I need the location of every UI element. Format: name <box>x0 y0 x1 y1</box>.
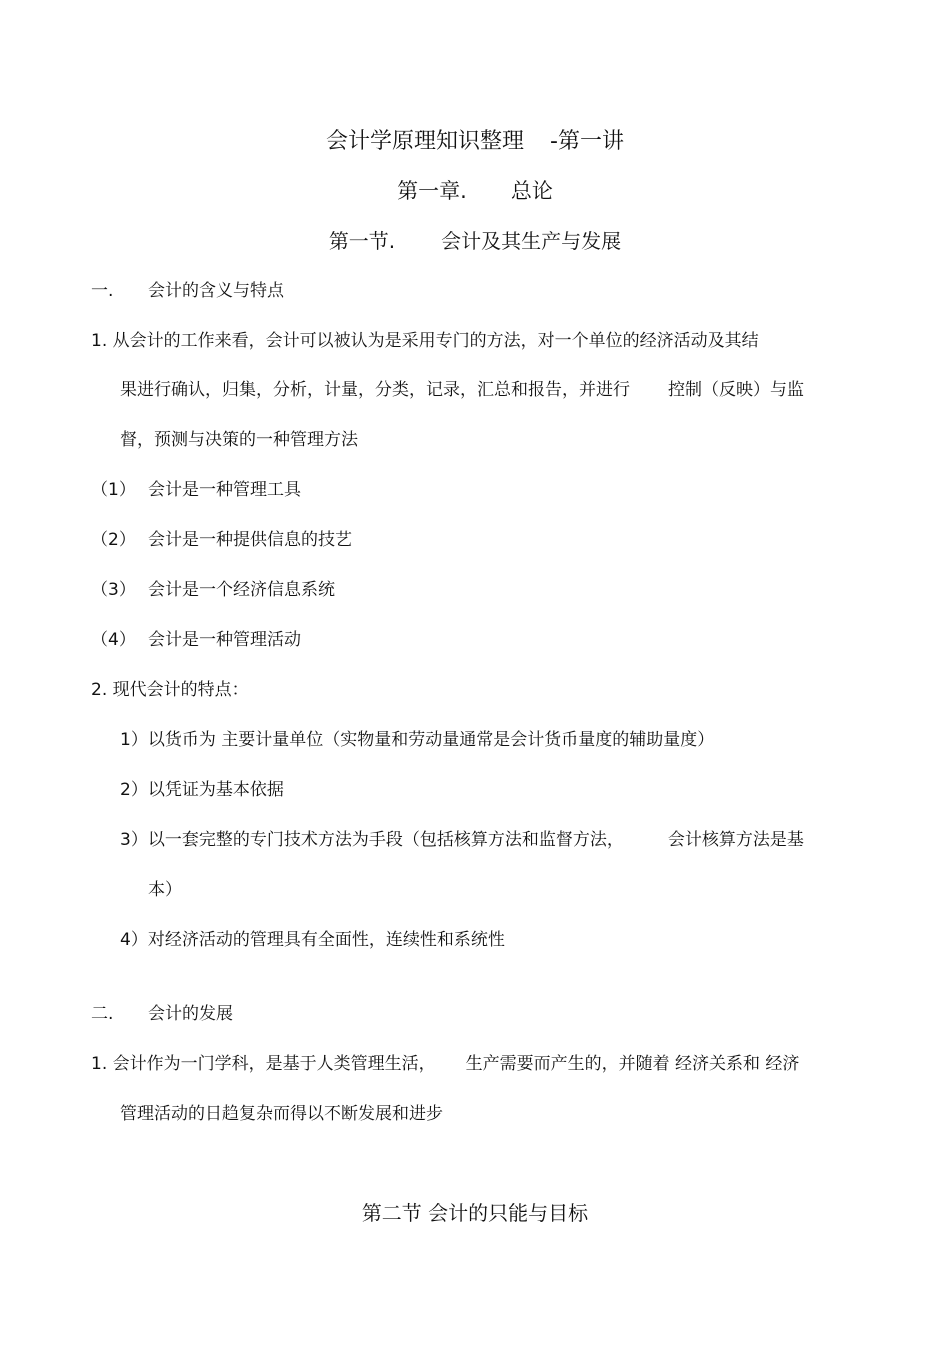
title-main: 会计学原理知识整理 <box>326 129 525 154</box>
document-title <box>0 131 950 153</box>
heading-one-text: 会计的含义与特点 <box>148 281 284 301</box>
chapter-number: 第一章. <box>397 179 467 203</box>
list-item-text: 会计是一个经济信息系统 <box>148 580 335 600</box>
paragraph-3-line-2: 管理活动的日趋复杂而得以不断发展和进步 <box>120 1104 443 1124</box>
list-item-number: （4） <box>91 630 136 650</box>
chapter-title: 总论 <box>510 179 553 203</box>
feature-4: 4）对经济活动的管理具有全面性，连续性和系统性 <box>120 930 505 950</box>
list-item-number: （3） <box>91 580 136 600</box>
list-item-text: 会计是一种提供信息的技艺 <box>148 530 352 550</box>
paragraph-1-line-3: 督，预测与决策的一种管理方法 <box>120 430 358 450</box>
section-heading-2: 第二节 会计的只能与目标 <box>361 1201 589 1225</box>
paragraph-1-line-1: 1. 从会计的工作来看，会计可以被认为是采用专门的方法，对一个单位的经济活动及其结 <box>91 331 759 351</box>
paragraph-3-line-1: 1. 会计作为一门学科，是基于人类管理生活， 生产需要而产生的，并随着 经济关系和 经济 <box>91 1054 800 1074</box>
heading-two-text: 会计的发展 <box>148 1004 233 1024</box>
feature-3-line-2: 本） <box>148 880 182 900</box>
heading-one-number: 一. <box>91 281 114 301</box>
title-suffix: -第一讲 <box>550 129 624 154</box>
feature-3-line-1: 3）以一套完整的专门技术方法为手段（包括核算方法和监督方法， 会计核算方法是基 <box>120 830 804 850</box>
list-item-number: （1） <box>91 480 136 500</box>
list-item-text: 会计是一种管理活动 <box>148 630 301 650</box>
section-number: 第一节. <box>328 229 396 253</box>
heading-two-number: 二. <box>91 1004 114 1024</box>
paragraph-2-heading: 2. 现代会计的特点： <box>91 680 249 700</box>
feature-1: 1）以货币为 主要计量单位（实物量和劳动量通常是会计货币量度的辅助量度） <box>120 730 715 750</box>
list-item-text: 会计是一种管理工具 <box>148 480 301 500</box>
chapter-heading <box>0 181 950 202</box>
feature-2: 2）以凭证为基本依据 <box>120 780 284 800</box>
paragraph-1-line-2: 果进行确认，归集，分析，计量，分类，记录，汇总和报告，并进行 控制（反映）与监 <box>120 380 804 400</box>
section-heading-1 <box>0 231 950 251</box>
list-item-number: （2） <box>91 530 136 550</box>
section-title: 会计及其生产与发展 <box>441 229 622 253</box>
